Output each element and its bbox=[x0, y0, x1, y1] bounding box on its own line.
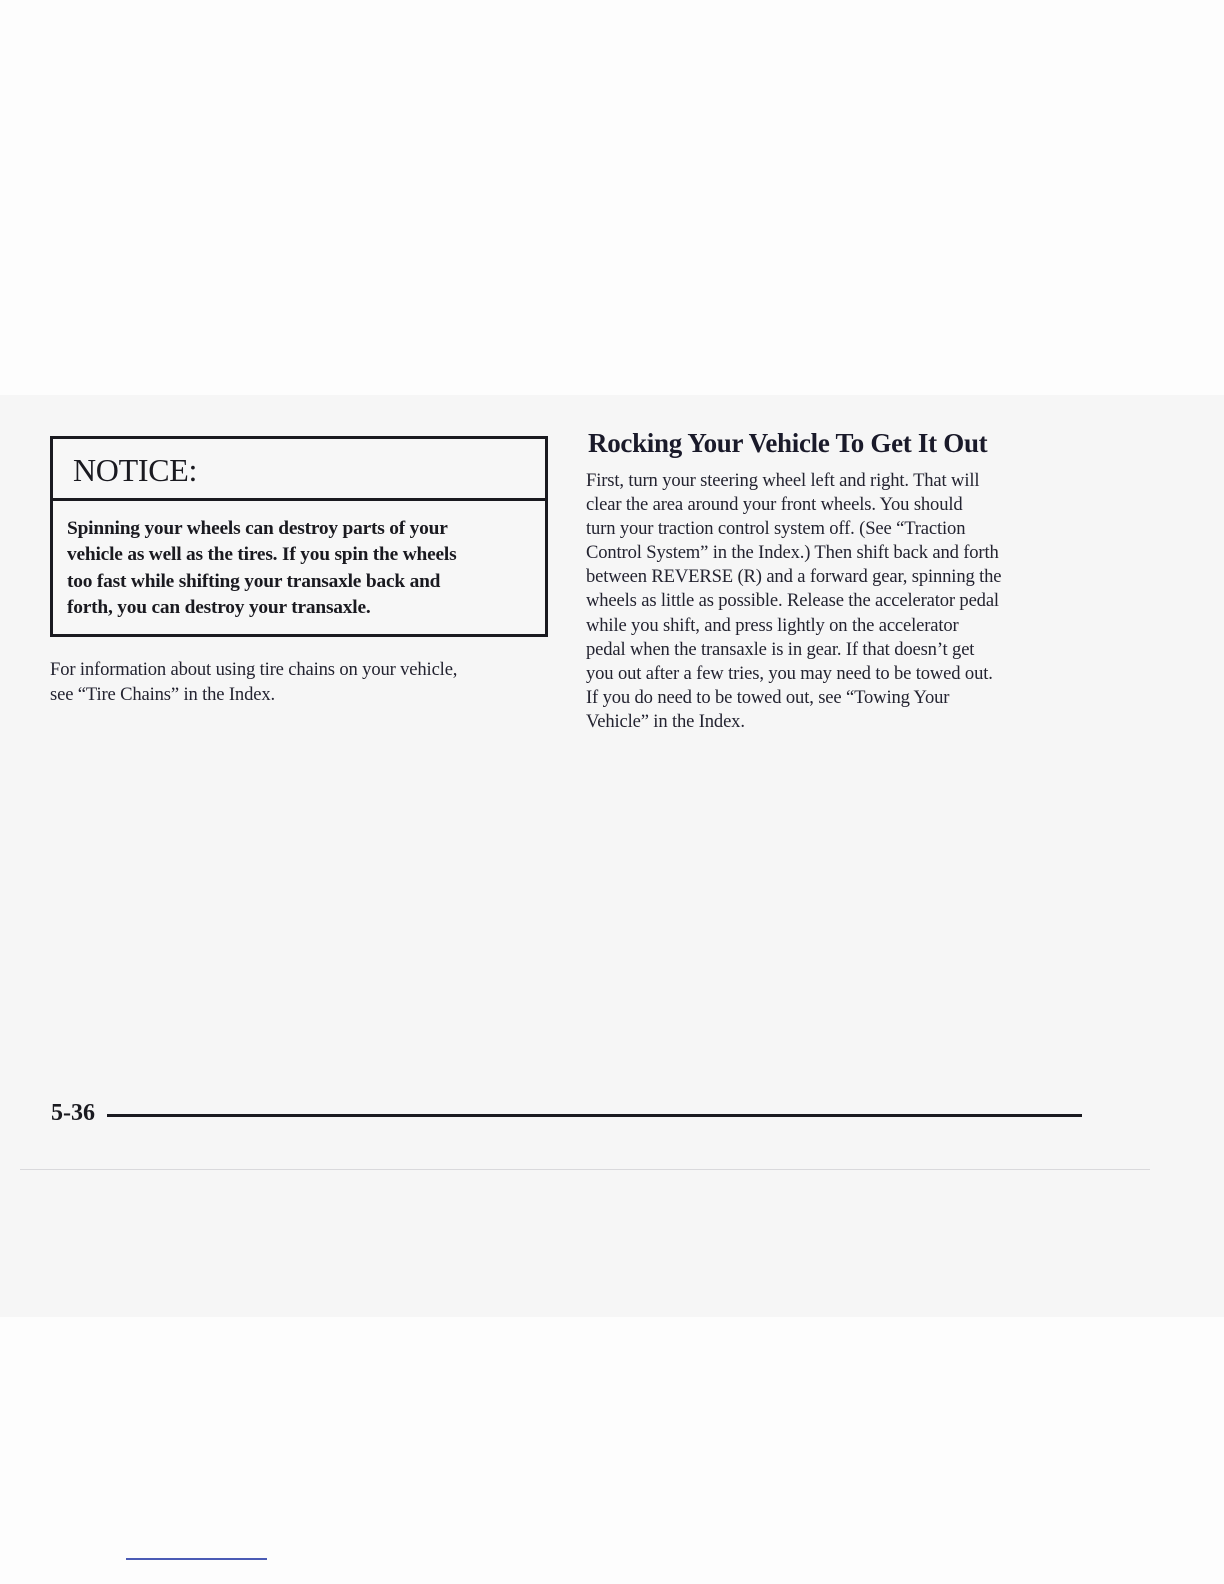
rocking-vehicle-paragraph bbox=[586, 469, 1086, 734]
paragraph-line: while you shift, and press lightly on the accelerator bbox=[586, 614, 959, 636]
notice-line: forth, you can destroy your transaxle. bbox=[67, 596, 371, 618]
tire-chains-paragraph bbox=[50, 658, 554, 707]
notice-line: vehicle as well as the tires. If you spin the wheels bbox=[67, 544, 457, 566]
scan-artifact-line bbox=[20, 1169, 1150, 1170]
page-number: 5-36 bbox=[51, 1100, 95, 1126]
notice-box bbox=[50, 436, 548, 637]
notice-divider bbox=[53, 498, 545, 501]
notice-line: too fast while shifting your transaxle back and bbox=[67, 570, 441, 592]
notice-line: Spinning your wheels can destroy parts of your bbox=[67, 518, 448, 539]
paragraph-line: pedal when the transaxle is in gear. If that doesn’t get bbox=[586, 638, 975, 660]
link-underline[interactable] bbox=[126, 1558, 267, 1560]
notice-title: NOTICE: bbox=[73, 452, 198, 488]
paragraph-line: clear the area around your front wheels. You should bbox=[586, 494, 963, 516]
paragraph-line: Vehicle” in the Index. bbox=[586, 710, 745, 732]
footer-rule bbox=[107, 1114, 1082, 1117]
paragraph-line: you out after a few tries, you may need to be towed out. bbox=[586, 662, 993, 684]
section-heading: Rocking Your Vehicle To Get It Out bbox=[588, 428, 988, 458]
paragraph-line: If you do need to be towed out, see “Towing Your bbox=[586, 686, 950, 708]
paragraph-line: For information about using tire chains on your vehicle, bbox=[50, 659, 458, 680]
paragraph-line: First, turn your steering wheel left and right. That will bbox=[586, 470, 980, 491]
paragraph-line: see “Tire Chains” in the Index. bbox=[50, 683, 275, 705]
paragraph-line: wheels as little as possible. Release the accelerator pedal bbox=[586, 590, 999, 612]
paragraph-line: turn your traction control system off. (See “Traction bbox=[586, 518, 966, 540]
paragraph-line: between REVERSE (R) and a forward gear, spinning the bbox=[586, 566, 1002, 588]
notice-text bbox=[67, 516, 537, 621]
paragraph-line: Control System” in the Index.) Then shift back and forth bbox=[586, 542, 999, 564]
